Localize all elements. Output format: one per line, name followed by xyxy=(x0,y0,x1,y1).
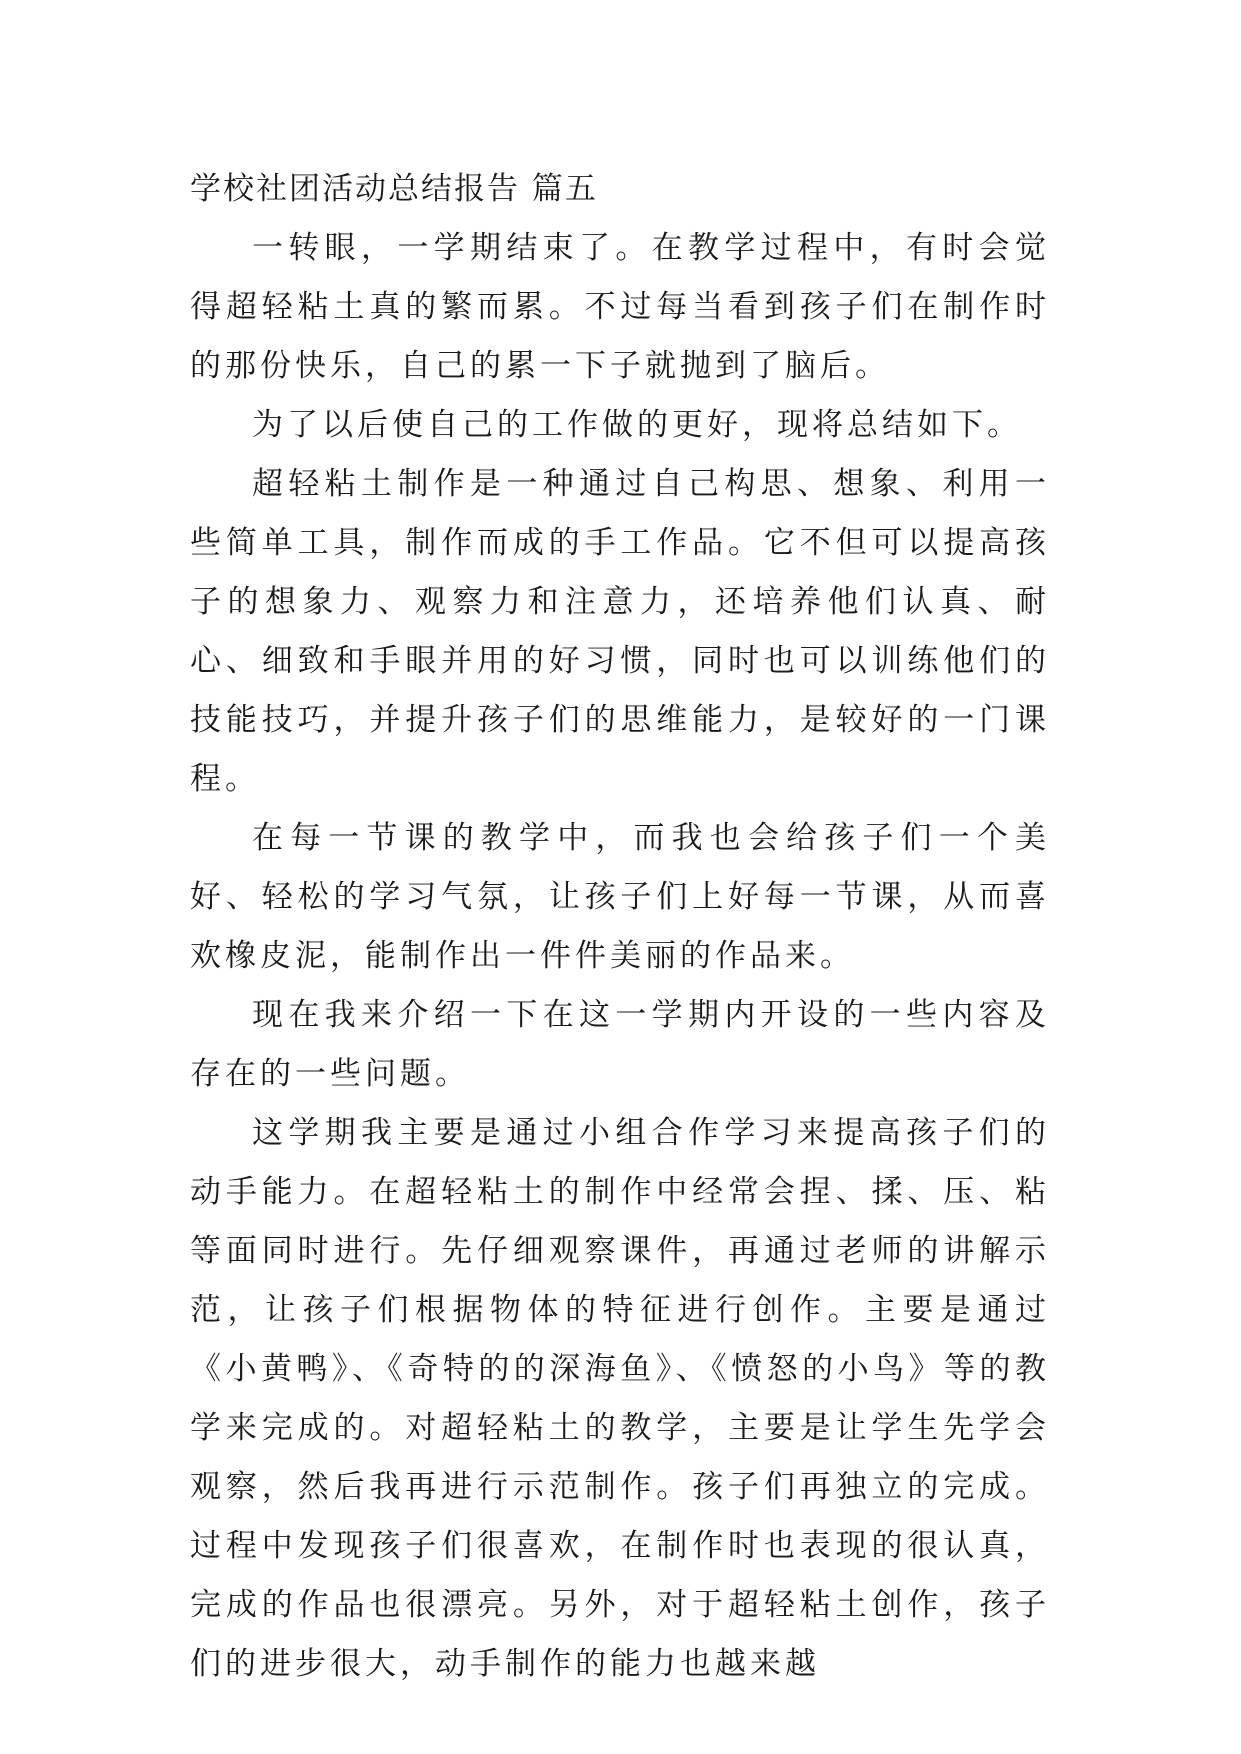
paragraph: 超轻粘土制作是一种通过自己构思、想象、利用一些简单工具，制作而成的手工作品。它不但可以提高孩子的想象力、观察力和注意力，还培养他们认真、耐心、细致和手眼并用的好习惯，同时也可以训练他们的技能技巧，并提升孩子们的思维能力，是较好的一门课程。 xyxy=(190,466,1050,797)
document-body xyxy=(190,160,1050,1694)
paragraph: 为了以后使自己的工作做的更好，现将总结如下。 xyxy=(252,407,1022,443)
paragraph: 一转眼，一学期结束了。在教学过程中，有时会觉得超轻粘土真的繁而累。不过每当看到孩子们在制作时的那份快乐，自己的累一下子就抛到了脑后。 xyxy=(190,230,1050,384)
paragraph: 现在我来介绍一下在这一学期内开设的一些内容及存在的一些问题。 xyxy=(190,997,1050,1092)
document-title: 学校社团活动总结报告 篇五 xyxy=(190,171,598,207)
paragraph: 在每一节课的教学中，而我也会给孩子们一个美好、轻松的学习气氛，让孩子们上好每一节课，从而喜欢橡皮泥，能制作出一件件美丽的作品来。 xyxy=(190,820,1050,974)
paragraph: 这学期我主要是通过小组合作学习来提高孩子们的动手能力。在超轻粘土的制作中经常会捏、揉、压、粘等面同时进行。先仔细观察课件，再通过老师的讲解示范，让孩子们根据物体的特征进行创作。主要是通过《小黄鸭》、《奇特的的深海鱼》、《愤怒的小鸟》等的教学来完成的。对超轻粘土的教学，主要是让学生先学会观察，然后我再进行示范制作。孩子们再独立的完成。过程中发现孩子们很喜欢，在制作时也表现的很认真，完成的作品也很漂亮。另外，对于超轻粘土创作，孩子们的进步很大，动手制作的能力也越来越 xyxy=(190,1115,1050,1682)
